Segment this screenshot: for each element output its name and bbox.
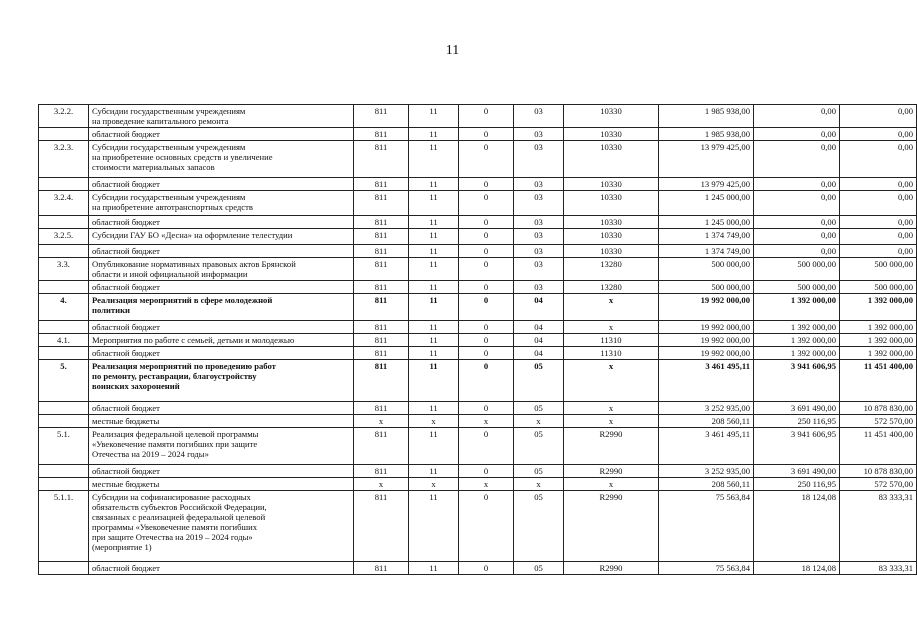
budget-table [38, 104, 917, 575]
table-row [39, 105, 917, 128]
cell-item-number: 5.1.1. [39, 491, 89, 562]
cell-code-subprogram: 0 [459, 178, 514, 191]
cell-item-number: 3.2.2. [39, 105, 89, 128]
cell-amount-year3: 0,00 [840, 105, 917, 128]
cell-code-direction: х [564, 478, 659, 491]
cell-code-event: х [514, 415, 564, 428]
cell-code-event: 04 [514, 321, 564, 334]
cell-amount-year1: 1 374 749,00 [659, 245, 754, 258]
cell-item-name: областной бюджет [89, 281, 354, 294]
cell-code-admin: 811 [354, 347, 409, 360]
cell-amount-year3: 0,00 [840, 191, 917, 216]
cell-amount-year1: 1 985 938,00 [659, 105, 754, 128]
cell-amount-year1: 13 979 425,00 [659, 141, 754, 178]
cell-code-direction: 13280 [564, 258, 659, 281]
cell-code-event: 03 [514, 128, 564, 141]
table-row [39, 347, 917, 360]
cell-item-name: местные бюджеты [89, 478, 354, 491]
cell-code-program: 11 [409, 491, 459, 562]
cell-item-name: Реализация мероприятий в сфере молодежной политики [89, 294, 354, 321]
cell-amount-year2: 500 000,00 [754, 281, 840, 294]
table-row [39, 415, 917, 428]
table-row [39, 258, 917, 281]
cell-amount-year1: 3 461 495,11 [659, 360, 754, 402]
cell-amount-year1: 1 374 749,00 [659, 229, 754, 245]
cell-item-name: областной бюджет [89, 128, 354, 141]
cell-item-number [39, 415, 89, 428]
cell-item-name: областной бюджет [89, 402, 354, 415]
table-row [39, 491, 917, 562]
cell-code-direction: 11310 [564, 347, 659, 360]
cell-code-program: 11 [409, 334, 459, 347]
cell-item-name: Субсидии на софинансирование расходных обязательств субъектов Российской Федерации, связанных с реализацией федеральной целевой программы «Увековечение памяти погибших при защите Отечества на 2019 – 2024 годы» (мероприятие 1) [89, 491, 354, 562]
cell-amount-year1: 3 252 935,00 [659, 465, 754, 478]
cell-code-direction: 10330 [564, 245, 659, 258]
cell-item-name: Мероприятия по работе с семьей, детьми и молодежью [89, 334, 354, 347]
page-number: 11 [445, 43, 460, 58]
cell-code-subprogram: х [459, 415, 514, 428]
cell-code-program: 11 [409, 402, 459, 415]
cell-item-number: 5.1. [39, 428, 89, 465]
cell-amount-year1: 75 563,84 [659, 562, 754, 575]
cell-item-name: Реализация федеральной целевой программы «Увековечение памяти погибших при защите Отечества на 2019 – 2024 годы» [89, 428, 354, 465]
cell-code-program: 11 [409, 245, 459, 258]
cell-code-admin: 811 [354, 141, 409, 178]
cell-amount-year2: 500 000,00 [754, 258, 840, 281]
cell-item-name: областной бюджет [89, 245, 354, 258]
cell-item-name: областной бюджет [89, 465, 354, 478]
cell-item-number [39, 465, 89, 478]
cell-amount-year1: 19 992 000,00 [659, 334, 754, 347]
cell-amount-year3: 0,00 [840, 141, 917, 178]
cell-amount-year2: 0,00 [754, 141, 840, 178]
cell-code-subprogram: 0 [459, 402, 514, 415]
cell-amount-year2: 3 941 606,95 [754, 428, 840, 465]
cell-amount-year2: 0,00 [754, 229, 840, 245]
cell-item-name: областной бюджет [89, 178, 354, 191]
cell-code-subprogram: 0 [459, 258, 514, 281]
cell-item-name: областной бюджет [89, 216, 354, 229]
cell-code-direction: R2990 [564, 465, 659, 478]
cell-code-direction: 13280 [564, 281, 659, 294]
cell-amount-year2: 0,00 [754, 216, 840, 229]
cell-code-direction: R2990 [564, 428, 659, 465]
table-row [39, 281, 917, 294]
cell-code-subprogram: 0 [459, 347, 514, 360]
cell-item-name: Субсидии государственным учреждениям на приобретение автотранспортных средств [89, 191, 354, 216]
cell-amount-year3: 572 570,00 [840, 478, 917, 491]
cell-amount-year3: 572 570,00 [840, 415, 917, 428]
table-row [39, 128, 917, 141]
cell-code-admin: 811 [354, 491, 409, 562]
cell-item-number: 4. [39, 294, 89, 321]
table-row [39, 360, 917, 402]
table-row [39, 191, 917, 216]
cell-code-admin: 811 [354, 334, 409, 347]
cell-code-subprogram: 0 [459, 105, 514, 128]
cell-item-name: Субсидии ГАУ БО «Десна» на оформление телестудии [89, 229, 354, 245]
cell-code-program: х [409, 478, 459, 491]
cell-code-program: 11 [409, 216, 459, 229]
cell-code-event: 04 [514, 334, 564, 347]
cell-code-subprogram: 0 [459, 360, 514, 402]
cell-amount-year1: 13 979 425,00 [659, 178, 754, 191]
cell-item-number [39, 347, 89, 360]
cell-amount-year3: 0,00 [840, 245, 917, 258]
table-row [39, 321, 917, 334]
cell-code-direction: х [564, 321, 659, 334]
cell-amount-year2: 18 124,08 [754, 491, 840, 562]
cell-code-direction: 10330 [564, 191, 659, 216]
cell-amount-year1: 500 000,00 [659, 281, 754, 294]
cell-code-event: 05 [514, 360, 564, 402]
cell-code-event: 03 [514, 178, 564, 191]
cell-code-program: 11 [409, 229, 459, 245]
cell-item-number [39, 321, 89, 334]
cell-code-direction: 10330 [564, 141, 659, 178]
cell-amount-year2: 0,00 [754, 178, 840, 191]
cell-code-event: 03 [514, 141, 564, 178]
table-row [39, 478, 917, 491]
cell-amount-year1: 1 245 000,00 [659, 191, 754, 216]
cell-item-number: 4.1. [39, 334, 89, 347]
cell-code-event: 03 [514, 258, 564, 281]
cell-code-direction: 10330 [564, 178, 659, 191]
cell-item-number: 3.3. [39, 258, 89, 281]
cell-amount-year2: 1 392 000,00 [754, 321, 840, 334]
cell-amount-year2: 0,00 [754, 105, 840, 128]
cell-code-admin: 811 [354, 216, 409, 229]
cell-item-number [39, 216, 89, 229]
cell-code-program: 11 [409, 105, 459, 128]
cell-code-admin: 811 [354, 229, 409, 245]
cell-amount-year2: 3 941 606,95 [754, 360, 840, 402]
cell-code-admin: 811 [354, 562, 409, 575]
cell-amount-year1: 3 461 495,11 [659, 428, 754, 465]
cell-amount-year1: 75 563,84 [659, 491, 754, 562]
cell-amount-year1: 19 992 000,00 [659, 321, 754, 334]
cell-code-program: 11 [409, 465, 459, 478]
cell-item-number [39, 128, 89, 141]
cell-amount-year2: 3 691 490,00 [754, 465, 840, 478]
cell-amount-year1: 1 245 000,00 [659, 216, 754, 229]
cell-code-event: 04 [514, 347, 564, 360]
cell-code-subprogram: 0 [459, 562, 514, 575]
cell-code-admin: 811 [354, 178, 409, 191]
cell-amount-year3: 0,00 [840, 178, 917, 191]
cell-amount-year3: 1 392 000,00 [840, 321, 917, 334]
cell-code-direction: 10330 [564, 229, 659, 245]
cell-code-event: 05 [514, 491, 564, 562]
cell-amount-year2: 18 124,08 [754, 562, 840, 575]
cell-code-subprogram: 0 [459, 229, 514, 245]
cell-code-admin: х [354, 478, 409, 491]
cell-code-event: 05 [514, 562, 564, 575]
cell-amount-year3: 1 392 000,00 [840, 334, 917, 347]
cell-code-subprogram: 0 [459, 191, 514, 216]
cell-code-admin: 811 [354, 428, 409, 465]
cell-code-direction: х [564, 402, 659, 415]
cell-code-subprogram: х [459, 478, 514, 491]
cell-amount-year2: 0,00 [754, 191, 840, 216]
cell-amount-year3: 500 000,00 [840, 258, 917, 281]
cell-code-direction: 10330 [564, 216, 659, 229]
cell-code-program: 11 [409, 178, 459, 191]
cell-code-subprogram: 0 [459, 294, 514, 321]
cell-code-program: 11 [409, 360, 459, 402]
cell-amount-year1: 19 992 000,00 [659, 347, 754, 360]
table-row [39, 141, 917, 178]
cell-amount-year2: 1 392 000,00 [754, 334, 840, 347]
cell-code-admin: 811 [354, 360, 409, 402]
budget-table-body [39, 105, 917, 575]
cell-item-name: Субсидии государственным учреждениям на проведение капитального ремонта [89, 105, 354, 128]
cell-code-program: 11 [409, 258, 459, 281]
cell-code-program: 11 [409, 294, 459, 321]
cell-code-event: 05 [514, 428, 564, 465]
cell-code-subprogram: 0 [459, 281, 514, 294]
cell-item-name: Реализация мероприятий по проведению работ по ремонту, реставрации, благоустройству воинских захоронений [89, 360, 354, 402]
cell-code-admin: 811 [354, 191, 409, 216]
cell-code-event: 03 [514, 191, 564, 216]
cell-code-program: 11 [409, 321, 459, 334]
cell-code-admin: 811 [354, 321, 409, 334]
cell-code-event: 05 [514, 402, 564, 415]
table-row [39, 562, 917, 575]
cell-item-number [39, 478, 89, 491]
cell-amount-year1: 1 985 938,00 [659, 128, 754, 141]
cell-item-number: 3.2.4. [39, 191, 89, 216]
cell-item-number: 3.2.5. [39, 229, 89, 245]
cell-code-program: 11 [409, 562, 459, 575]
cell-code-direction: х [564, 360, 659, 402]
table-row [39, 334, 917, 347]
cell-code-subprogram: 0 [459, 128, 514, 141]
cell-amount-year2: 250 116,95 [754, 478, 840, 491]
cell-item-number: 5. [39, 360, 89, 402]
cell-amount-year2: 250 116,95 [754, 415, 840, 428]
cell-item-name: областной бюджет [89, 347, 354, 360]
cell-code-program: 11 [409, 428, 459, 465]
cell-code-program: 11 [409, 347, 459, 360]
cell-code-direction: 11310 [564, 334, 659, 347]
cell-code-subprogram: 0 [459, 141, 514, 178]
cell-amount-year3: 0,00 [840, 128, 917, 141]
cell-code-admin: 811 [354, 465, 409, 478]
cell-code-event: 03 [514, 216, 564, 229]
cell-item-number [39, 245, 89, 258]
cell-code-admin: 811 [354, 294, 409, 321]
cell-amount-year1: 19 992 000,00 [659, 294, 754, 321]
cell-amount-year2: 1 392 000,00 [754, 347, 840, 360]
cell-code-program: 11 [409, 128, 459, 141]
cell-code-admin: 811 [354, 402, 409, 415]
cell-amount-year1: 3 252 935,00 [659, 402, 754, 415]
cell-code-program: 11 [409, 281, 459, 294]
cell-code-event: х [514, 478, 564, 491]
cell-code-program: х [409, 415, 459, 428]
cell-code-subprogram: 0 [459, 245, 514, 258]
cell-amount-year3: 10 878 830,00 [840, 465, 917, 478]
cell-code-event: 05 [514, 465, 564, 478]
cell-item-number [39, 562, 89, 575]
table-row [39, 245, 917, 258]
cell-code-subprogram: 0 [459, 334, 514, 347]
table-row [39, 465, 917, 478]
cell-item-name: Опубликование нормативных правовых актов Брянской области и иной официальной информации [89, 258, 354, 281]
cell-code-event: 03 [514, 229, 564, 245]
cell-amount-year1: 500 000,00 [659, 258, 754, 281]
cell-amount-year3: 11 451 400,00 [840, 428, 917, 465]
cell-amount-year3: 0,00 [840, 229, 917, 245]
cell-code-subprogram: 0 [459, 321, 514, 334]
table-row [39, 178, 917, 191]
cell-code-subprogram: 0 [459, 216, 514, 229]
cell-amount-year3: 83 333,31 [840, 562, 917, 575]
cell-code-admin: 811 [354, 258, 409, 281]
cell-item-number: 3.2.3. [39, 141, 89, 178]
cell-code-admin: х [354, 415, 409, 428]
cell-amount-year1: 208 560,11 [659, 415, 754, 428]
cell-amount-year2: 3 691 490,00 [754, 402, 840, 415]
table-row [39, 402, 917, 415]
cell-amount-year3: 1 392 000,00 [840, 294, 917, 321]
cell-code-subprogram: 0 [459, 491, 514, 562]
cell-code-direction: х [564, 294, 659, 321]
cell-item-name: Субсидии государственным учреждениям на приобретение основных средств и увеличение стоимости материальных запасов [89, 141, 354, 178]
cell-amount-year1: 208 560,11 [659, 478, 754, 491]
cell-code-admin: 811 [354, 245, 409, 258]
cell-item-number [39, 402, 89, 415]
cell-code-direction: R2990 [564, 491, 659, 562]
cell-amount-year3: 10 878 830,00 [840, 402, 917, 415]
cell-amount-year3: 500 000,00 [840, 281, 917, 294]
table-row [39, 428, 917, 465]
cell-amount-year2: 0,00 [754, 245, 840, 258]
cell-code-direction: 10330 [564, 128, 659, 141]
cell-amount-year2: 0,00 [754, 128, 840, 141]
cell-code-direction: х [564, 415, 659, 428]
table-row [39, 216, 917, 229]
cell-amount-year2: 1 392 000,00 [754, 294, 840, 321]
table-row [39, 229, 917, 245]
cell-code-subprogram: 0 [459, 465, 514, 478]
cell-item-number [39, 281, 89, 294]
cell-code-event: 04 [514, 294, 564, 321]
cell-item-name: областной бюджет [89, 562, 354, 575]
cell-item-number [39, 178, 89, 191]
cell-code-program: 11 [409, 141, 459, 178]
cell-amount-year3: 1 392 000,00 [840, 347, 917, 360]
cell-amount-year3: 11 451 400,00 [840, 360, 917, 402]
cell-code-event: 03 [514, 245, 564, 258]
table-row [39, 294, 917, 321]
cell-code-admin: 811 [354, 281, 409, 294]
cell-amount-year3: 83 333,31 [840, 491, 917, 562]
cell-code-admin: 811 [354, 128, 409, 141]
cell-amount-year3: 0,00 [840, 216, 917, 229]
cell-code-direction: 10330 [564, 105, 659, 128]
cell-item-name: местные бюджеты [89, 415, 354, 428]
cell-item-name: областной бюджет [89, 321, 354, 334]
cell-code-admin: 811 [354, 105, 409, 128]
cell-code-subprogram: 0 [459, 428, 514, 465]
cell-code-event: 03 [514, 281, 564, 294]
cell-code-direction: R2990 [564, 562, 659, 575]
cell-code-event: 03 [514, 105, 564, 128]
cell-code-program: 11 [409, 191, 459, 216]
